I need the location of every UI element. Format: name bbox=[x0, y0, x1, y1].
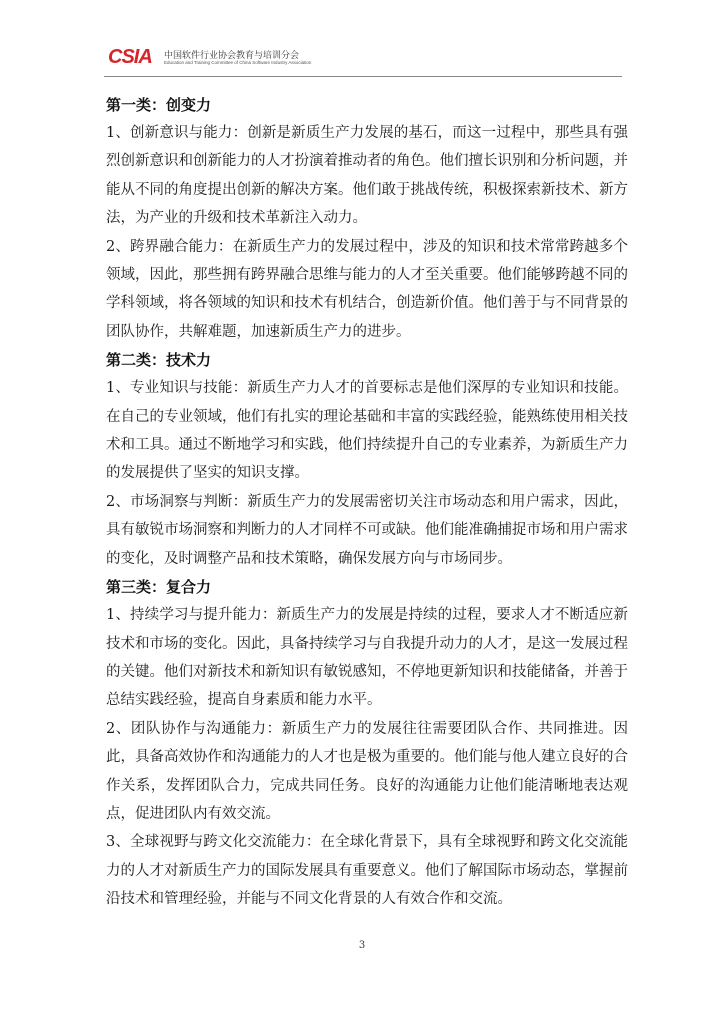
paragraph: 2、市场洞察与判断：新质生产力的发展需密切关注市场动态和用户需求，因此，具有敏锐市场洞察和判断力的人才同样不可或缺。他们能准确捕捉市场和用户需求的变化，及时调整产品和技术策略，确保发展方向与市场同步。 bbox=[106, 493, 628, 567]
paragraph: 2、团队协作与沟通能力：新质生产力的发展往往需要团队合作、共同推进。因此，具备高效协作和沟通能力的人才也是极为重要的。他们能与他人建立良好的合作关系，发挥团队合力，完成共同任务。良好的沟通能力让他们能清晰地表达观点，促进团队内有效交流。 bbox=[106, 720, 628, 822]
section-technology bbox=[106, 346, 628, 573]
header-divider bbox=[104, 76, 622, 77]
paragraph: 1、专业知识与技能：新质生产力人才的首要标志是他们深厚的专业知识和技能。在自己的专业领域，他们有扎实的理论基础和丰富的实践经验，能熟练使用相关技术和工具。通过不断地学习和实践，他们持续提升自己的专业素养，为新质生产力的发展提供了坚实的知识支撑。 bbox=[106, 380, 628, 482]
section-heading: 第三类：复合力 bbox=[106, 578, 212, 597]
org-name-en: Education and Training Committee of China Software Industry Association bbox=[164, 60, 312, 65]
page-number: 3 bbox=[358, 940, 366, 951]
page-header bbox=[108, 46, 668, 76]
section-composite bbox=[106, 573, 628, 913]
document-body bbox=[106, 91, 628, 914]
section-heading: 第一类：创变力 bbox=[106, 96, 212, 114]
csia-logo: CSIA bbox=[108, 46, 152, 68]
org-name-cn: 中国软件行业协会教育与培训分会 bbox=[164, 51, 300, 61]
paragraph: 1、持续学习与提升能力：新质生产力的发展是持续的过程，要求人才不断适应新技术和市场的变化。因此，具备持续学习与自我提升动力的人才，是这一发展过程的关键。他们对新技术和新知识有敏锐感知，不停地更新知识和技能储备，并善于总结实践经验，提高自身素质和能力水平。 bbox=[106, 607, 628, 709]
section-innovation bbox=[106, 91, 628, 346]
paragraph: 1、创新意识与能力：创新是新质生产力发展的基石，而这一过程中，那些具有强烈创新意识和创新能力的人才扮演着推动者的角色。他们擅长识别和分析问题，并能从不同的角度提出创新的解决方案。他们敢于挑战传统，积极探索新技术、新方法，为产业的升级和技术革新注入动力。 bbox=[106, 125, 628, 227]
section-heading: 第二类：技术力 bbox=[106, 351, 212, 370]
paragraph: 3、全球视野与跨文化交流能力：在全球化背景下，具有全球视野和跨文化交流能力的人才对新质生产力的国际发展具有重要意义。他们了解国际市场动态，掌握前沿技术和管理经验，并能与不同文化背景的人有效合作和交流。 bbox=[106, 834, 628, 908]
paragraph: 2、跨界融合能力：在新质生产力的发展过程中，涉及的知识和技术常常跨越多个领域，因此，那些拥有跨界融合思维与能力的人才至关重要。他们能够跨越不同的学科领域，将各领域的知识和技术有机结合，创造新价值。他们善于与不同背景的团队协作，共解难题，加速新质生产力的进步。 bbox=[106, 238, 628, 340]
